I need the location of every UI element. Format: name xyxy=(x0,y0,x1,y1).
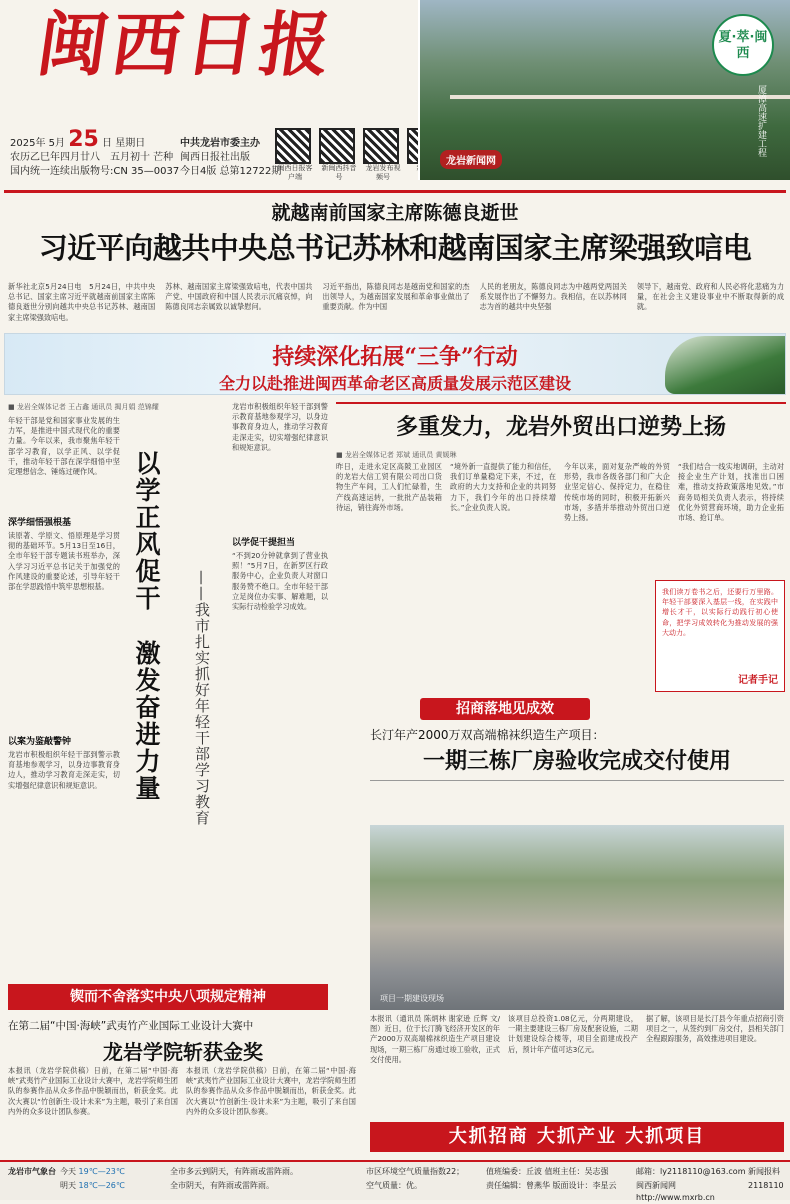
hotline-label: 新闻报料 xyxy=(748,1167,780,1176)
editor-info: 责任编辑：曾燕华 版面设计：李星云 xyxy=(486,1181,617,1190)
lead-column: 领导下，越南党、政府和人民必将化悲痛为力量，在社会主义建设事业中不断取得新的成就。 xyxy=(636,282,785,312)
reporter-note: 我们读万卷书之后，还要行万里路。年轻干部要深入基层一线，在实践中增长才干，以实际行动践行初心使命，把学习成效转化为推动发展的强大动力。 记者手记 xyxy=(655,580,785,692)
section-subhead: 以案为鉴敲警钟 xyxy=(8,737,72,747)
email-link[interactable]: 邮箱：ly2118110@163.com xyxy=(636,1167,746,1176)
trade-body: 昨日，走进永定区高陂工业园区的龙岩大信工贸有限公司出口货物生产车间，工人们忙碌着，生产线高速运转，一批批产品装箱待运，销往海外市场。 “境外新一直提供了能力和信任，我们订单量稳定下来，不过，在政府的大力支持和企业的共同努力下，我们今年的出口持续增长。”企业负责人说。 今年以来，面对复杂严峻的外贸形势，我市各级各部门和广大企业坚定信心、保持定力，在稳住传统市场的同时，积极开拓新兴市场，多措并举推动外贸出口逆势上扬。 “我们结合一线实地调研，主动对接企业生产计划，找准出口困难，推动支持政策落地见效。”市商务局相关负责人表示，将持续优化外贸营商环境，助力企业拓市场、抢订单。 xyxy=(336,462,784,523)
weather-desc: 全市阴天，有阵雨或雷阵雨。 xyxy=(170,1181,274,1190)
lead-story xyxy=(8,282,784,328)
issue-date-block: 2025年 5月 25 日 星期日 农历乙巳年四月廿八 五月初十 芒种 国内统一连续出版物号:CN 35—0037 xyxy=(10,133,210,179)
campaign-banner xyxy=(4,333,786,395)
left-subtitle-vertical: ——我市扎实抓好年轻干部学习教育 xyxy=(193,570,211,826)
story-title: 以学正风促干 xyxy=(132,450,161,612)
invest-subtitle: 长汀年产2000万双高端棉袜织造生产项目： xyxy=(370,728,605,742)
slogan-bar: 大抓招商 大抓产业 大抓项目 xyxy=(370,1122,784,1152)
section-subhead: 深学细悟强根基 xyxy=(8,518,72,528)
qr-code[interactable]: 闽西日报客户端 xyxy=(275,128,315,182)
headline-sub: 就越南前国家主席陈德良逝世 xyxy=(271,202,519,224)
weather-today: 今天 19℃—23℃ xyxy=(60,1167,125,1176)
divider xyxy=(4,190,786,193)
hotline-number: 2118110 xyxy=(748,1181,784,1190)
air-quality: 市区环境空气质量指数22； xyxy=(366,1167,465,1176)
season-badge: 夏·萃·闽西 xyxy=(712,14,774,76)
award-title: 龙岩学院斩获金奖 xyxy=(103,1040,263,1064)
trade-byline: ■ 龙岩全媒体记者 郑斌 通讯员 黄媛琳 xyxy=(336,451,457,459)
divider xyxy=(336,402,786,404)
award-subtitle: 在第二届“中国·海峡”武夷竹产业国际工业设计大赛中 xyxy=(8,1020,254,1032)
newspaper-title: 闽西日报 xyxy=(32,3,340,86)
lead-column: 新华社北京5月24日电 5月24日，中共中央总书记、国家主席习近平就越南前国家主席陈德良逝世分别向越共中央总书记苏林、越南国家主席梁强致唁电。 xyxy=(8,282,156,322)
section-label: 招商落地见成效 xyxy=(420,698,590,720)
story-title: 激发奋进力量 xyxy=(132,640,161,802)
banner-title: 持续深化拓展“三争”行动 xyxy=(272,344,518,370)
lead-column: 习近平指出，陈德良同志是越南党和国家的杰出领导人，为越南国家发展和革命事业做出了重要贡献。作为中国 xyxy=(322,282,470,312)
invest-body: 本报讯（通讯员 陈炳林 谢家逊 丘辉 文/图）近日，位于长汀腾飞经济开发区的年产2000万双高端棉袜织造生产项目建设现场，一期三栋厂房通过竣工验收，正式交付使用。 该项目总投资1.08亿元，分两期建设，一期主要建设三栋厂房及配套设施，二期计划建设综合楼等，项目全面建成投产后，预计年产值可达3亿元。 据了解，该项目是长汀县今年重点招商引资项目之一，从签约到厂房交付，县相关部门全程跟踪服务，高效推进项目建设。 xyxy=(370,1014,784,1064)
left-story-col1: 年轻干部是党和国家事业发展的生力军，是推进中国式现代化的重要力量。今年以来，我市聚焦年轻干部学习教育，以学正风、以学促干，推动年轻干部在深学细悟中坚定理想信念、锤炼过硬作风。 深学细悟强根基 读原著、学原文、悟原理是学习贯彻的基础环节。5月13日至16日，全市年轻干部专题读书班举办，深入学习习近平总书记关于加强党的作风建设的重要论述，引导年轻干部在学思践悟中筑牢思想根基。 以案为鉴敲警钟 龙岩市积极组织年轻干部到警示教育基地参观学习，以身边事教育身边人，推动学习教育走深走实，切实增强纪律意识和规矩意识。 xyxy=(8,416,120,790)
photo-caption: 厦漳高速扩建工程 xyxy=(756,85,766,157)
photo-caption: 项目一期建设现场 xyxy=(380,994,444,1003)
section-subhead: 以学促干提担当 xyxy=(232,538,296,548)
cn-number: 国内统一连续出版物号:CN 35—0037 xyxy=(10,166,180,177)
lead-column: 苏林、越南国家主席梁强致唁电，代表中国共产党、中国政府和中国人民表示沉痛哀悼，向陈德良同志亲属致以诚挚慰问。 xyxy=(165,282,313,312)
air-quality: 空气质量：优。 xyxy=(366,1181,422,1190)
headline-main: 习近平向越共中央总书记苏林和越南国家主席梁强致唁电 xyxy=(38,231,752,265)
lunar-date: 农历乙巳年四月廿八 五月初十 芒种 xyxy=(10,152,174,163)
divider xyxy=(370,780,784,781)
award-body: 本报讯（龙岩学院供稿）日前，在第二届“中国·海峡”武夷竹产业国际工业设计大赛中，龙岩学院师生团队的参赛作品从众多作品中脱颖而出，斩获金奖。此次大赛以“竹创新生·设计未来”为主题，吸引了来自国内外的众多设计团队参赛。 本报讯（龙岩学院供稿）日前，在第二届“中国·海峡”武夷竹产业国际工业设计大赛中，龙岩学院师生团队的参赛作品从众多作品中脱颖而出，斩获金奖。此次大赛以“竹创新生·设计未来”为主题，吸引了来自国内外的众多设计团队参赛。 xyxy=(8,1066,356,1116)
footer-bar xyxy=(0,1160,790,1200)
invest-title: 一期三栋厂房验收完成交付使用 xyxy=(422,748,731,774)
trade-title: 多重发力，龙岩外贸出口逆势上扬 xyxy=(395,414,726,440)
editor-info: 值班编委：丘波 值班主任：吴志强 xyxy=(486,1167,609,1176)
train-image xyxy=(665,336,785,394)
weather-tomorrow: 明天 18℃—26℃ xyxy=(60,1181,125,1190)
qr-code[interactable]: 龙岩发布视频号 xyxy=(363,128,403,182)
left-byline: ■ 龙岩全媒体记者 王占鑫 通讯员 揭月娟 范锦耀 xyxy=(8,403,159,411)
discipline-bar: 锲而不舍落实中央八项规定精神 xyxy=(8,984,328,1010)
weather-desc: 全市多云到阴天，有阵雨或雷阵雨。 xyxy=(170,1167,298,1176)
factory-photo xyxy=(370,825,784,1010)
date-day: 25 xyxy=(68,127,99,152)
banner-subtitle: 全力以赴推进闽西革命老区高质量发展示范区建设 xyxy=(218,374,571,393)
lead-column: 人民的老朋友，陈德良同志为中越两党两国关系发展作出了不懈努力。我相信，在以苏林同志为首的越共中央坚强 xyxy=(479,282,627,312)
left-story-col2: 龙岩市积极组织年轻干部到警示教育基地参观学习，以身边事教育身边人，推动学习教育走深走实，切实增强纪律意识和规矩意识。 以学促干提担当 “不到20分钟就拿到了营业执照！”5月7日，在新罗区行政服务中心，企业负责人对窗口服务赞不绝口。全市年轻干部立足岗位办实事、解难题，以实际行动检验学习成效。 xyxy=(232,402,328,612)
publisher-block: 中共龙岩市委主办 闽西日报社出版 今日4版 总第12722期 xyxy=(180,138,282,177)
qr-code[interactable]: 新闽西抖音号 xyxy=(319,128,359,182)
note-tag: 记者手记 xyxy=(738,675,778,686)
site-logo: 龙岩新闻网 xyxy=(440,150,502,169)
website-link[interactable]: 闽西新闻网 http://www.mxrb.cn xyxy=(636,1181,715,1202)
weather-label: 龙岩市气象台 xyxy=(8,1167,56,1176)
